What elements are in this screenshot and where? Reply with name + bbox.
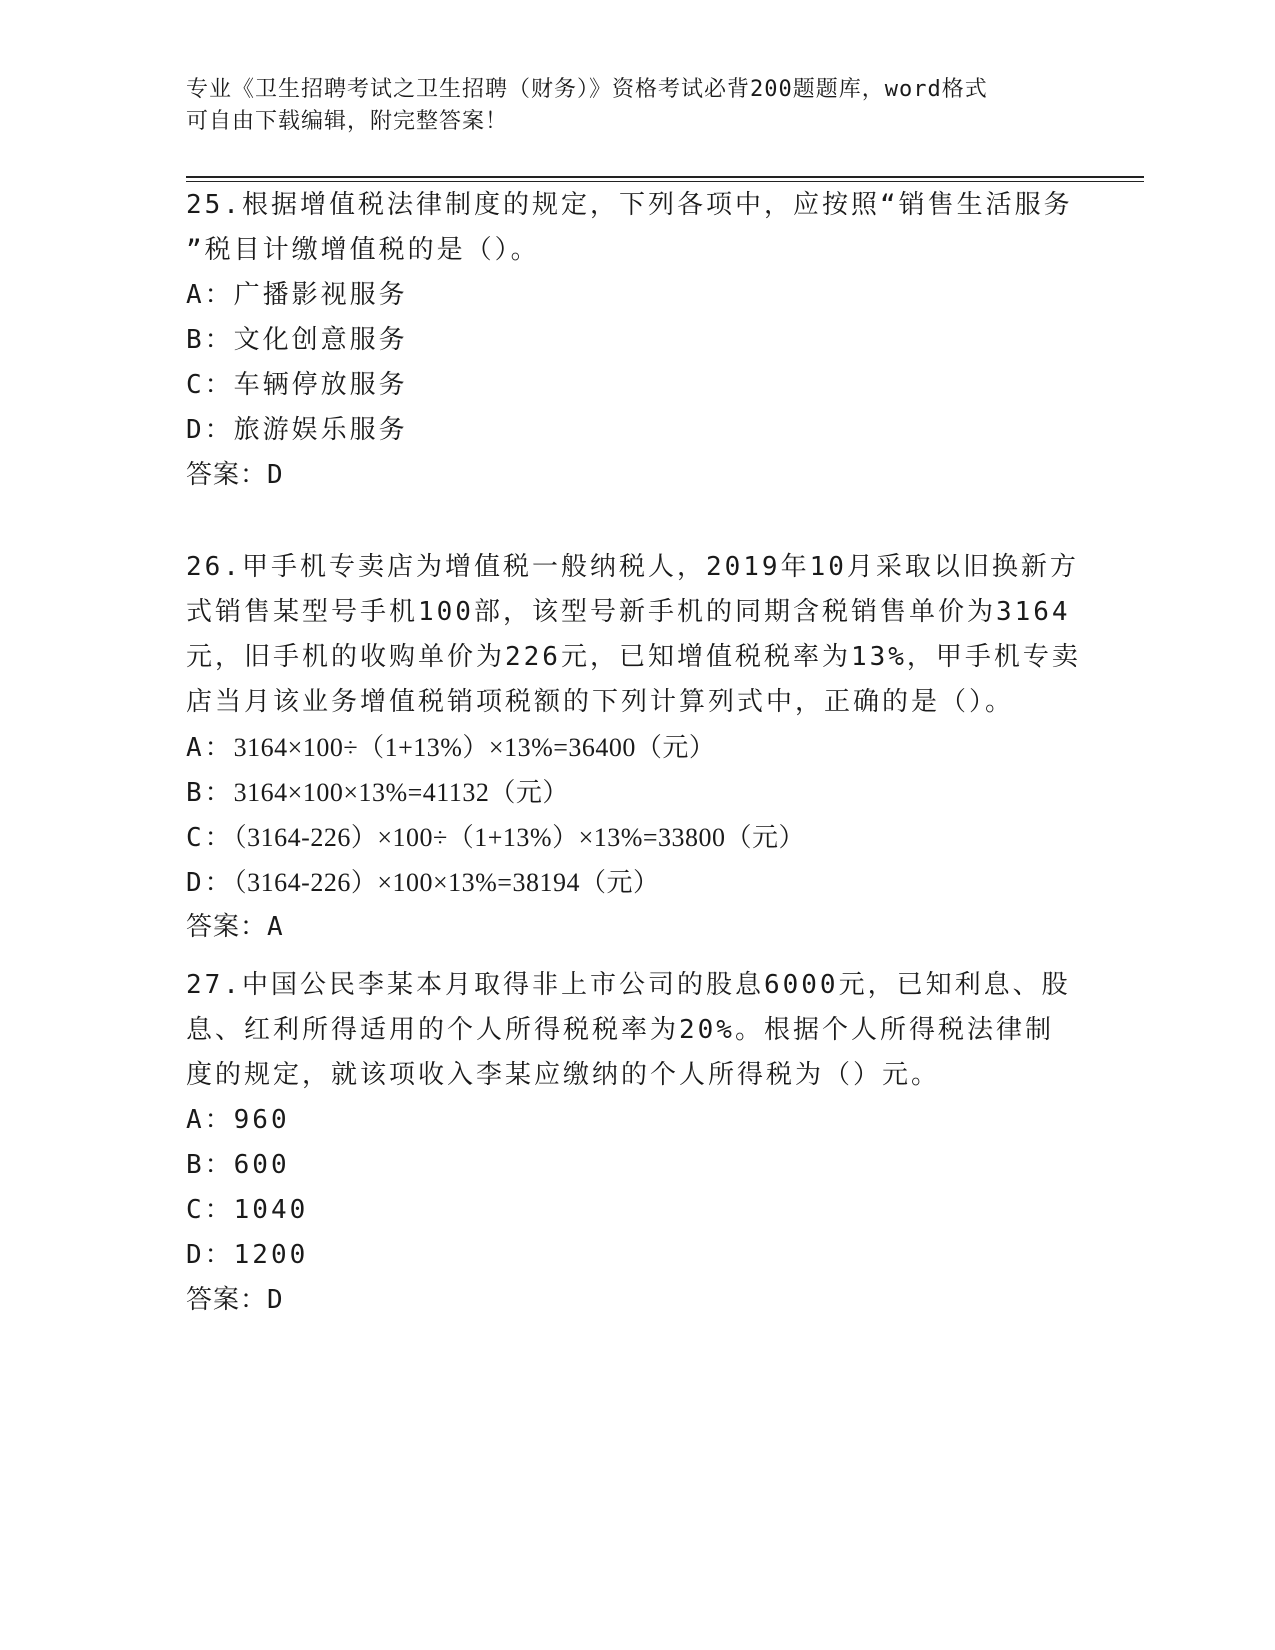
option-key: C： — [186, 823, 234, 853]
option-key: A： — [186, 1105, 234, 1135]
option-key: A： — [186, 733, 234, 763]
option-key: A： — [186, 280, 234, 310]
stem-line: 式销售某型号手机100部，该型号新手机的同期含税销售单价为3164 — [186, 597, 1071, 627]
option-key: D： — [186, 1240, 234, 1270]
stem-line: 27.中国公民李某本月取得非上市公司的股息6000元，已知利息、股 — [186, 970, 1071, 1000]
option-text: （3164-226）×100÷（1+13%）×13%=33800（元） — [233, 823, 806, 852]
question-stem — [186, 963, 1071, 1098]
option-a — [186, 725, 1066, 770]
option-text: 文化创意服务 — [233, 325, 408, 355]
option-key: B： — [186, 778, 234, 808]
option-key: C： — [186, 1195, 234, 1225]
option-key: D： — [186, 415, 234, 445]
stem-line: ”税目计缴增值税的是（）。 — [186, 235, 540, 265]
option-key: D： — [186, 868, 234, 898]
option-b — [186, 1143, 1066, 1188]
option-b — [186, 770, 1066, 815]
question-stem — [186, 183, 1073, 273]
stem-line: 26.甲手机专卖店为增值税一般纳税人，2019年10月采取以旧换新方 — [186, 552, 1079, 582]
option-text: 广播影视服务 — [233, 280, 408, 310]
stem-line: 度的规定，就该项收入李某应缴纳的个人所得税为（）元。 — [186, 1060, 941, 1090]
header-line-1: 专业《卫生招聘考试之卫生招聘（财务）》资格考试必背200题题库，word格式 — [186, 77, 988, 102]
header-divider-thick — [186, 176, 1144, 178]
stem-line: 店当月该业务增值税销项税额的下列计算列式中，正确的是（）。 — [186, 687, 1015, 717]
option-text: 3164×100÷（1+13%）×13%=36400（元） — [233, 733, 716, 762]
option-text: 1040 — [233, 1195, 309, 1225]
document-header — [186, 74, 1066, 138]
option-d — [186, 1233, 1066, 1278]
question-stem — [186, 545, 1081, 725]
question-27 — [186, 963, 1071, 1323]
option-a — [186, 273, 1066, 318]
option-d — [186, 408, 1066, 453]
option-text: 旅游娱乐服务 — [233, 415, 408, 445]
option-text: （3164-226）×100×13%=38194（元） — [233, 868, 660, 897]
answer-line: 答案：A — [186, 912, 284, 942]
option-text: 960 — [233, 1105, 290, 1135]
option-key: B： — [186, 325, 234, 355]
option-b — [186, 318, 1066, 363]
answer-line: 答案：D — [186, 460, 284, 490]
option-text: 3164×100×13%=41132（元） — [233, 778, 569, 807]
option-c — [186, 1188, 1066, 1233]
option-c — [186, 815, 1066, 860]
option-d — [186, 860, 1066, 905]
option-text: 1200 — [233, 1240, 309, 1270]
option-key: C： — [186, 370, 234, 400]
stem-line: 息、红利所得适用的个人所得税税率为20%。根据个人所得税法律制 — [186, 1015, 1054, 1045]
option-text: 车辆停放服务 — [233, 370, 408, 400]
option-a — [186, 1098, 1066, 1143]
option-key: B： — [186, 1150, 234, 1180]
header-line-2: 可自由下载编辑，附完整答案！ — [186, 109, 509, 134]
question-26 — [186, 545, 1081, 950]
question-25 — [186, 183, 1073, 498]
stem-line: 元，旧手机的收购单价为226元，已知增值税税率为13%，甲手机专卖 — [186, 642, 1081, 672]
answer-line: 答案：D — [186, 1285, 284, 1315]
stem-line: 25.根据增值税法律制度的规定，下列各项中，应按照“销售生活服务 — [186, 190, 1073, 220]
header-divider-thin — [186, 181, 1144, 182]
option-c — [186, 363, 1066, 408]
option-text: 600 — [233, 1150, 290, 1180]
